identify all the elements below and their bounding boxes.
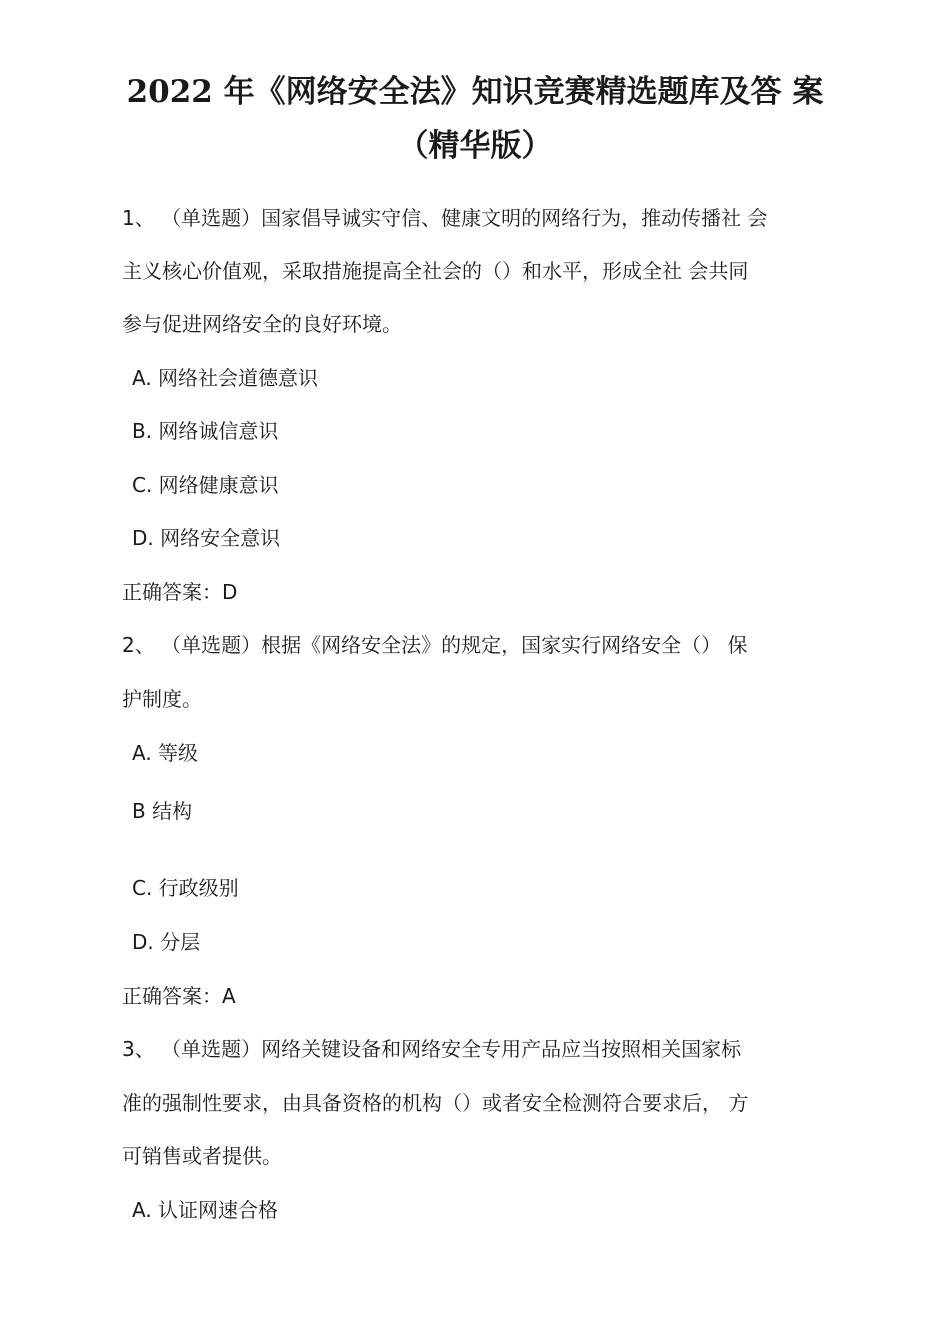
question-1-option-d: D. 网络安全意识 [132, 526, 281, 550]
question-2-stem-line-2: 护制度。 [122, 687, 202, 711]
document-title-line-2: （精华版） [397, 128, 553, 164]
question-1-answer: 正确答案：D [122, 580, 238, 604]
question-1-stem-line-3: 参与促进网络安全的良好环境。 [122, 312, 402, 336]
question-3-option-a: A. 认证网速合格 [132, 1198, 279, 1222]
document-title-line-1: 2022 年《网络安全法》知识竞赛精选题库及答 案 [126, 74, 824, 110]
question-1-option-a: A. 网络社会道德意识 [132, 366, 319, 390]
question-1-option-c: C. 网络健康意识 [132, 473, 279, 497]
question-2-option-d: D. 分层 [132, 930, 201, 954]
question-2-option-c: C. 行政级别 [132, 876, 239, 900]
question-2-stem-line-1: 2、 （单选题）根据《网络安全法》的规定，国家实行网络安全（） 保 [122, 633, 748, 657]
question-1-stem-line-1: 1、 （单选题）国家倡导诚实守信、健康文明的网络行为，推动传播社 会 [122, 206, 768, 230]
question-1-stem-line-2: 主义核心价值观，采取措施提高全社会的（）和水平，形成全社 会共同 [122, 259, 749, 283]
question-3-stem-line-1: 3、 （单选题）网络关键设备和网络安全专用产品应当按照相关国家标 [122, 1037, 742, 1061]
question-3-stem-line-3: 可销售或者提供。 [122, 1144, 282, 1168]
question-2-option-b: B 结构 [132, 799, 193, 823]
question-1-option-b: B. 网络诚信意识 [132, 419, 279, 443]
question-2-option-a: A. 等级 [132, 741, 199, 765]
question-3-stem-line-2: 准的强制性要求，由具备资格的机构（）或者安全检测符合要求后， 方 [122, 1091, 749, 1115]
question-2-answer: 正确答案：A [122, 984, 236, 1008]
